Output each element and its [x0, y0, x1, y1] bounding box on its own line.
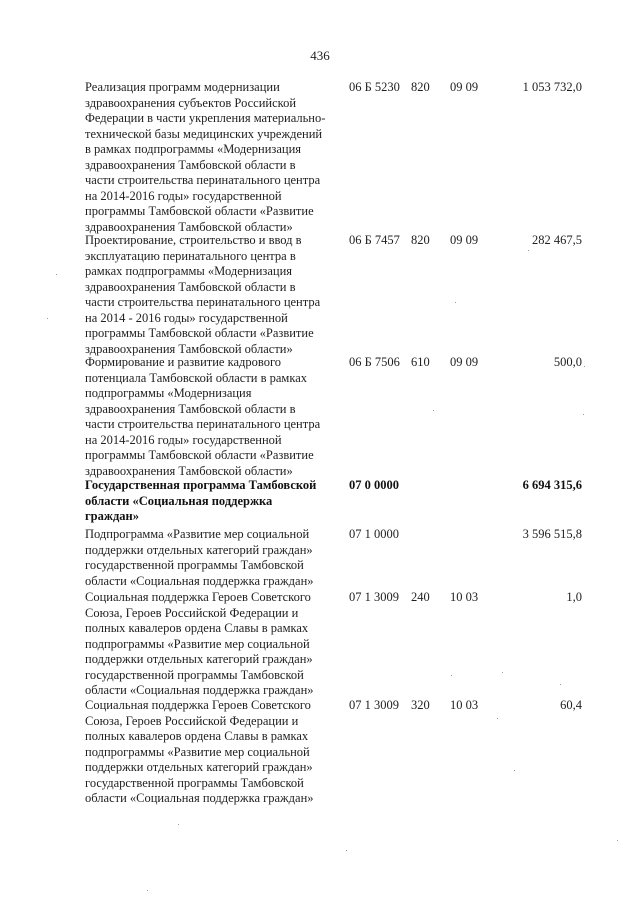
row-target-article: 06 Б 5230	[349, 80, 400, 94]
scan-speck	[455, 302, 456, 303]
row-target-article: 06 Б 7506	[349, 355, 400, 369]
scan-speck	[514, 770, 515, 771]
scan-speck	[47, 318, 48, 319]
row-target-article: 07 1 0000	[349, 527, 399, 541]
scan-speck	[147, 890, 148, 891]
scan-speck	[583, 414, 584, 415]
scan-speck	[433, 410, 434, 411]
row-expense-type: 320	[411, 698, 430, 712]
row-name: Социальная поддержка Героев Советского Союза, Героев Российской Федерации и полных кавалеров ордена Славы в рамках подпрограммы «Развитие мер социальной поддержки отдельных категорий граждан» государственной программы Тамбовской области «Социальная поддержка граждан»	[85, 698, 314, 805]
row-amount: 60,4	[560, 698, 582, 712]
row-section: 09 09	[450, 233, 479, 247]
row-target-article: 06 Б 7457	[349, 233, 400, 247]
row-amount: 1,0	[566, 590, 582, 604]
row-amount: 1 053 732,0	[522, 80, 582, 94]
scan-speck	[56, 274, 57, 275]
row-name: Реализация программ модернизации здравоохранения субъектов Российской Федерации в части укрепления материально- технической базы медицинских учреждений в рамках подпрограммы «Модернизация здравоохранения Тамбовской области в части строительства перинатального центра на 2014-2016 годы» государственной программы Тамбовской области «Развитие здравоохранения Тамбовской области»	[85, 80, 326, 234]
page-number: 436	[310, 48, 330, 63]
row-expense-type: 610	[411, 355, 430, 369]
scan-speck	[560, 684, 561, 685]
row-amount: 282 467,5	[532, 233, 582, 247]
row-section: 10 03	[450, 590, 479, 604]
row-section: 09 09	[450, 80, 479, 94]
row-name: Подпрограмма «Развитие мер социальной поддержки отдельных категорий граждан» государственной программы Тамбовской области «Социальная поддержка граждан»	[85, 527, 314, 588]
scan-speck	[617, 840, 618, 841]
row-target-article: 07 1 3009	[349, 590, 399, 604]
row-expense-type: 820	[411, 80, 430, 94]
row-section: 09 09	[450, 355, 479, 369]
row-name: Формирование и развитие кадрового потенциала Тамбовской области в рамках подпрограммы «Модернизация здравоохранения Тамбовской области в части строительства перинатального центра на 2014-2016 годы» государственной программы Тамбовской области «Развитие здравоохранения Тамбовской области»	[85, 355, 321, 478]
row-name: Проектирование, строительство и ввод в эксплуатацию перинатального центра в рамках подпрограммы «Модернизация здравоохранения Тамбовской области в части строительства перинатального центра на 2014 - 2016 годы» государственной программы Тамбовской области «Развитие здравоохранения Тамбовской области»	[85, 233, 321, 356]
scan-speck	[451, 675, 452, 676]
scan-speck	[502, 672, 503, 673]
scan-speck	[528, 250, 529, 251]
row-section: 10 03	[450, 698, 479, 712]
scan-speck	[584, 366, 585, 367]
row-expense-type: 820	[411, 233, 430, 247]
row-target-article: 07 1 3009	[349, 698, 399, 712]
row-expense-type: 240	[411, 590, 430, 604]
row-name: Социальная поддержка Героев Советского Союза, Героев Российской Федерации и полных кавалеров ордена Славы в рамках подпрограммы «Развитие мер социальной поддержки отдельных категорий граждан» государственной программы Тамбовской области «Социальная поддержка граждан»	[85, 590, 314, 697]
row-name: Государственная программа Тамбовской области «Социальная поддержка граждан»	[85, 478, 317, 523]
scan-speck	[497, 718, 498, 719]
scan-speck	[346, 850, 347, 851]
scan-speck	[178, 824, 179, 825]
row-amount: 500,0	[553, 355, 582, 369]
row-amount: 3 596 515,8	[522, 527, 582, 541]
row-amount: 6 694 315,6	[522, 478, 582, 492]
row-target-article: 07 0 0000	[349, 478, 399, 492]
